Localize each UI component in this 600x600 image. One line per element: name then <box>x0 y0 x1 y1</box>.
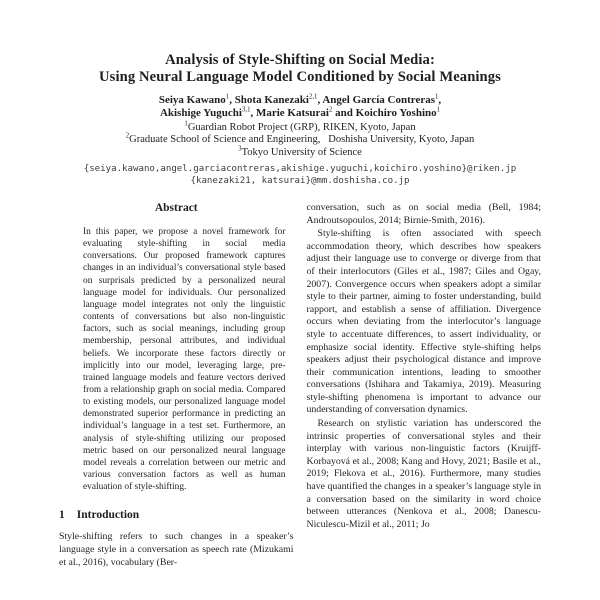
paper-title <box>0 52 600 86</box>
left-column <box>59 202 294 569</box>
right-column <box>307 202 542 569</box>
author-name: Seiya Kawano <box>158 94 226 106</box>
right-column-paragraph-1: conversation, such as on social media (Bell, 1984; Androutsopoulos, 2014; Birnie-Smith, 2016). <box>306 201 541 226</box>
affiliation-superscript: 1 <box>184 120 188 128</box>
author-superscript: 1 <box>436 106 441 114</box>
author-separator: , <box>250 106 256 119</box>
author-name: Angel García Contreras <box>322 94 435 106</box>
section-heading-introduction <box>59 509 294 521</box>
affiliation-superscript: 3 <box>238 145 242 153</box>
right-column-paragraph-2: Style-shifting is often associated with speech accommodation theory, which describes how speakers adjust their language use to converge or diverge from that of their interlocutors (Giles et al., 1987; Giles and Ogay, 2007). Convergence occurs when speakers adopt a similar style to their partner, aiming to foster understanding, build rapport, and establish a sense of affiliation. Divergence occurs when deviating from the interlocutor’s language style to accentuate differences, to assert individuality, or emphasize social identity. Effective style-shifting helps speakers adjust their psychological distance and improve their communication intentions, leading to smoother conversations (Ishihara and Takamiya, 2019). Measuring style-shifting phenomena is important to advance our understanding of conversation dynamics. <box>306 228 541 416</box>
paper-header <box>0 0 600 188</box>
author-line-2 <box>0 107 600 120</box>
author-separator: , <box>229 94 235 106</box>
author-separator: , <box>317 94 323 106</box>
author-name: Akishige Yuguchi <box>159 106 242 119</box>
section-number: 1 <box>59 509 65 522</box>
affiliation-text: Tokyo University of Science <box>241 146 362 158</box>
affiliation-line <box>0 134 600 147</box>
author-superscript: 1 <box>435 93 439 101</box>
author-line-1 <box>0 94 600 107</box>
author-separator: , <box>438 94 442 106</box>
affiliation-line <box>0 122 600 135</box>
affiliation-text: Graduate School of Science and Engineering, Doshisha University, Kyoto, Japan <box>129 134 475 146</box>
right-column-paragraph-3: Research on stylistic variation has underscored the intrinsic properties of conversational styles and their interplay with various non-linguistic factors (Kruijff-Korbayová et al., 2008; Kang and Hovy, 2021; Basile et al., 2019; Flekova et al., 2016). Furthermore, many studies have quantified the changes in a speaker’s language style in a conversation based on the similarity in word choice between utterances (Nenkova et al., 2008; Danescu-Niculescu-Mizil et al., 2011; Jo <box>306 418 541 530</box>
email-line: {kanezaki21, katsurai}@mm.doshisha.co.jp <box>190 176 410 187</box>
paper-title-line2: Using Neural Language Model Conditioned by Social Meanings <box>99 69 501 85</box>
author-name: Shota Kanezaki <box>234 94 309 106</box>
introduction-paragraph: Style-shifting refers to such changes in a speaker’s language style in a conversation as speech rate (Mizukami et al., 2016), vocabulary (Ber- <box>59 531 294 568</box>
affiliation-text: Guardian Robot Project (GRP), RIKEN, Kyoto, Japan <box>187 121 416 133</box>
author-separator: and <box>332 106 356 119</box>
author-name: Koichiro Yoshino <box>355 106 437 119</box>
email-line: {seiya.kawano,angel.garciacontreras,akishige.yuguchi,koichiro.yoshino}@riken.jp <box>83 164 517 175</box>
section-title: Introduction <box>76 509 140 522</box>
author-name: Marie Katsurai <box>255 106 329 119</box>
affiliation-list <box>0 122 600 160</box>
two-column-body <box>59 202 541 569</box>
affiliation-superscript: 2 <box>125 132 130 140</box>
email-block <box>0 164 600 188</box>
affiliation-line <box>0 147 600 160</box>
author-superscript: 2,1 <box>308 93 318 101</box>
author-list <box>0 94 600 120</box>
paper-title-line1: Analysis of Style-Shifting on Social Media: <box>165 52 435 68</box>
abstract-text: In this paper, we propose a novel framework for evaluating style-shifting in social media conversations. Our proposed framework captures changes in an individual’s conversational style based on surprisals predicted by a personalized neural language model for individuals. Our personalized language model integrates not only the linguistic contents of conversations but also non-linguistic factors, such as social meanings, including group membership, personal attributes, and individual beliefs. We incorporate these factors directly or implicitly into our model, leveraging large, pre-trained language models and feature vectors derived from a relationship graph on social media. Compared to existing models, our personalized language model demonstrated superior performance in predicting an individual’s language in a test set. Furthermore, an analysis of style-shifting utilizing our proposed metric based on our personalized neural language model reveals a correlation between our metric and various conversation factors as well as human evaluation of style-shifting. <box>83 226 286 493</box>
author-superscript: 2 <box>328 106 333 114</box>
author-superscript: 3,1 <box>241 106 251 114</box>
author-superscript: 1 <box>225 93 230 101</box>
abstract-heading: Abstract <box>154 201 198 214</box>
